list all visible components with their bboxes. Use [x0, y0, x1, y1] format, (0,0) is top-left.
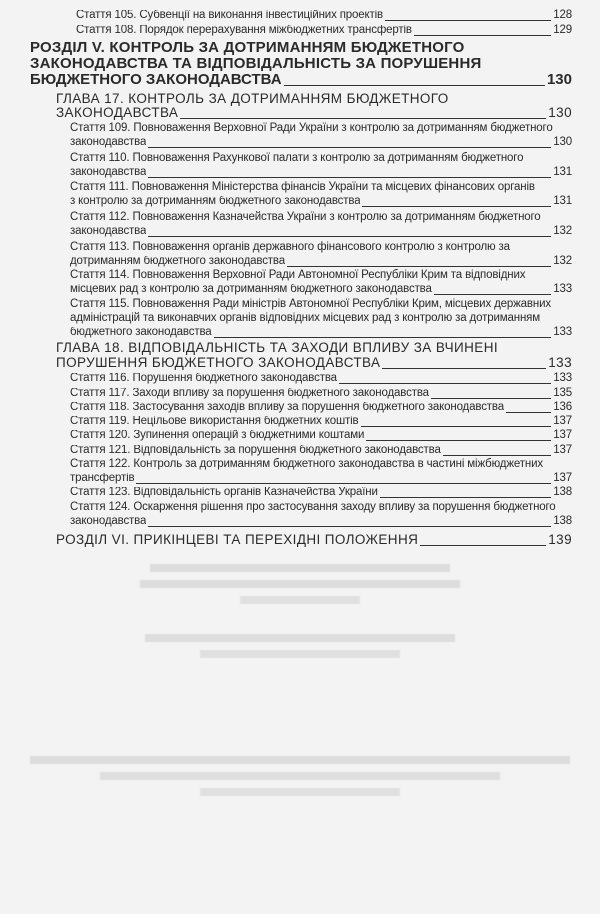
- toc-article-115-line-2[interactable]: адміністрацій та виконавчих органів відповідних місцевих рад з контролю за дотриманням: [70, 312, 540, 324]
- leader-line: [361, 426, 552, 427]
- toc-page-number: 138: [553, 486, 572, 498]
- leader-line: [385, 20, 551, 21]
- toc-article-111-line-1[interactable]: Стаття 111. Повноваження Міністерства фінансів України та місцевих фінансових органів: [70, 181, 535, 193]
- toc-entry-article-118[interactable]: [70, 402, 572, 414]
- toc-entry-section-5[interactable]: [30, 72, 572, 87]
- leader-line: [287, 266, 551, 267]
- toc-entry-article-115[interactable]: [70, 327, 572, 339]
- toc-entry-label: Стаття 108. Порядок перерахування міжбюджетних трансфертів: [76, 25, 412, 36]
- show-through-block-2: [0, 630, 600, 670]
- toc-entry-label: БЮДЖЕТНОГО ЗАКОНОДАВСТВА: [30, 72, 282, 87]
- toc-page-number: 132: [553, 225, 572, 237]
- toc-page-number: 137: [553, 444, 572, 456]
- toc-entry-label: законодавства: [70, 516, 147, 527]
- toc-page-number: 135: [553, 387, 572, 399]
- toc-article-115-line-1[interactable]: Стаття 115. Повноваження Ради міністрів Автономної Республіки Крим, місцевих державних: [70, 298, 551, 310]
- leader-line: [148, 526, 551, 527]
- toc-article-122-line-1[interactable]: Стаття 122. Контроль за дотриманням бюджетного законодавства в частині міжбюджетних: [70, 458, 543, 470]
- toc-entry-article-113[interactable]: [70, 256, 572, 268]
- leader-line: [434, 294, 551, 295]
- toc-article-113-line-1[interactable]: Стаття 113. Повноваження органів державного фінансового контролю з контролю за: [70, 241, 510, 253]
- toc-article-124-line-1[interactable]: Стаття 124. Оскарження рішення про застосування заходу впливу за порушення бюджетного: [70, 501, 556, 513]
- toc-section-5-title-line-1[interactable]: РОЗДІЛ V. КОНТРОЛЬ ЗА ДОТРИМАННЯМ БЮДЖЕТНОГО: [30, 39, 465, 56]
- toc-entry-article-117[interactable]: [70, 388, 572, 400]
- toc-entry-label: з контролю за дотриманням бюджетного законодавства: [70, 196, 361, 207]
- toc-entry-article-110[interactable]: [70, 167, 572, 179]
- toc-entry-article-111[interactable]: [70, 196, 572, 208]
- toc-page-number: 130: [553, 136, 572, 148]
- toc-entry-label: законодавства: [70, 167, 147, 178]
- toc-entry-article-119[interactable]: [70, 416, 572, 428]
- leader-line: [148, 236, 551, 237]
- toc-entry-label: РОЗДІЛ VI. ПРИКІНЦЕВІ ТА ПЕРЕХІДНІ ПОЛОЖЕННЯ: [56, 533, 419, 547]
- toc-entry-article-122[interactable]: [70, 473, 572, 485]
- toc-section-5-title-line-2[interactable]: ЗАКОНОДАВСТВА ТА ВІДПОВІДАЛЬНІСТЬ ЗА ПОРУШЕННЯ: [30, 55, 482, 72]
- leader-line: [362, 206, 551, 207]
- toc-page-number: 133: [548, 355, 572, 370]
- toc-entry-article-108[interactable]: [76, 25, 572, 37]
- toc-entry-article-114[interactable]: [70, 284, 572, 296]
- leader-line: [214, 337, 552, 338]
- toc-page-number: 136: [553, 401, 572, 413]
- leader-line: [339, 383, 551, 384]
- leader-line: [180, 118, 546, 119]
- toc-page-number: 137: [553, 472, 572, 484]
- toc-page-number: 130: [546, 71, 572, 88]
- toc-page-number: 137: [553, 415, 572, 427]
- toc-page-number: 139: [548, 532, 572, 547]
- toc-entry-section-6[interactable]: [56, 533, 572, 547]
- toc-entry-label: Стаття 117. Заходи впливу за порушення бюджетного законодавства: [70, 388, 429, 399]
- toc-page-number: 131: [553, 195, 572, 207]
- toc-entry-label: ЗАКОНОДАВСТВА: [56, 106, 179, 120]
- toc-entry-label: Стаття 120. Зупинення операцій з бюджетними коштами: [70, 430, 365, 441]
- toc-entry-label: місцевих рад з контролю за дотриманням бюджетного законодавства: [70, 284, 432, 295]
- toc-entry-article-105[interactable]: [76, 10, 572, 22]
- toc-entry-label: Стаття 121. Відповідальність за порушення бюджетного законодавства: [70, 445, 441, 456]
- toc-entry-label: дотриманням бюджетного законодавства: [70, 256, 285, 267]
- toc-entry-chapter-18[interactable]: [56, 356, 572, 370]
- toc-entry-label: Стаття 118. Застосування заходів впливу за порушення бюджетного законодавства: [70, 402, 504, 413]
- leader-line: [431, 398, 551, 399]
- toc-page-number: 132: [553, 255, 572, 267]
- toc-entry-chapter-17[interactable]: [56, 106, 572, 120]
- leader-line: [443, 455, 552, 456]
- toc-article-109-line-1[interactable]: Стаття 109. Повноваження Верховної Ради України з контролю за дотриманням бюджетного: [70, 122, 553, 134]
- leader-line: [148, 177, 551, 178]
- toc-chapter-17-title-line-1[interactable]: ГЛАВА 17. КОНТРОЛЬ ЗА ДОТРИМАННЯМ БЮДЖЕТНОГО: [56, 91, 449, 106]
- leader-line: [414, 35, 551, 36]
- toc-entry-article-116[interactable]: [70, 373, 572, 385]
- toc-page-number: 130: [548, 105, 572, 120]
- toc-entry-article-109[interactable]: [70, 137, 572, 149]
- toc-entry-label: Стаття 116. Порушення бюджетного законодавства: [70, 373, 337, 384]
- toc-article-114-line-1[interactable]: Стаття 114. Повноваження Верховної Ради Автономної Республіки Крим та відповідних: [70, 269, 526, 281]
- show-through-block-1: [0, 560, 600, 620]
- toc-entry-label: Стаття 119. Нецільове використання бюджетних коштів: [70, 416, 359, 427]
- toc-entry-article-112[interactable]: [70, 226, 572, 238]
- toc-article-110-line-1[interactable]: Стаття 110. Повноваження Рахункової палати з контролю за дотриманням бюджетного: [70, 152, 524, 164]
- toc-entry-label: законодавства: [70, 226, 147, 237]
- toc-entry-label: трансфертів: [70, 473, 135, 484]
- leader-line: [136, 483, 551, 484]
- toc-page-number: 128: [553, 9, 572, 21]
- toc-page-number: 129: [553, 24, 572, 36]
- toc-entry-article-124[interactable]: [70, 516, 572, 528]
- toc-entry-label: ПОРУШЕННЯ БЮДЖЕТНОГО ЗАКОНОДАВСТВА: [56, 356, 381, 370]
- leader-line: [366, 440, 551, 441]
- leader-line: [420, 545, 546, 546]
- toc-entry-article-123[interactable]: [70, 487, 572, 499]
- toc-page-number: 131: [553, 166, 572, 178]
- leader-line: [380, 497, 551, 498]
- leader-line: [284, 85, 545, 86]
- toc-page-number: 137: [553, 429, 572, 441]
- toc-entry-label: бюджетного законодавства: [70, 327, 212, 338]
- toc-entry-article-121[interactable]: [70, 445, 572, 457]
- toc-entry-label: Стаття 123. Відповідальність органів Казначейства України: [70, 487, 378, 498]
- toc-chapter-18-title-line-1[interactable]: ГЛАВА 18. ВІДПОВІДАЛЬНІСТЬ ТА ЗАХОДИ ВПЛИВУ ЗА ВЧИНЕНІ: [56, 340, 499, 355]
- leader-line: [382, 368, 546, 369]
- leader-line: [506, 412, 551, 413]
- toc-page-number: 133: [553, 283, 572, 295]
- toc-page-number: 138: [553, 515, 572, 527]
- toc-page-number: 133: [553, 372, 572, 384]
- toc-article-112-line-1[interactable]: Стаття 112. Повноваження Казначейства України з контролю за дотриманням бюджетного: [70, 211, 541, 223]
- leader-line: [148, 147, 551, 148]
- toc-entry-label: Стаття 105. Субвенції на виконання інвестиційних проектів: [76, 10, 384, 21]
- toc-entry-label: законодавства: [70, 137, 147, 148]
- toc-page-number: 133: [553, 326, 572, 338]
- toc-entry-article-120[interactable]: [70, 430, 572, 442]
- show-through-block-3: [0, 752, 600, 812]
